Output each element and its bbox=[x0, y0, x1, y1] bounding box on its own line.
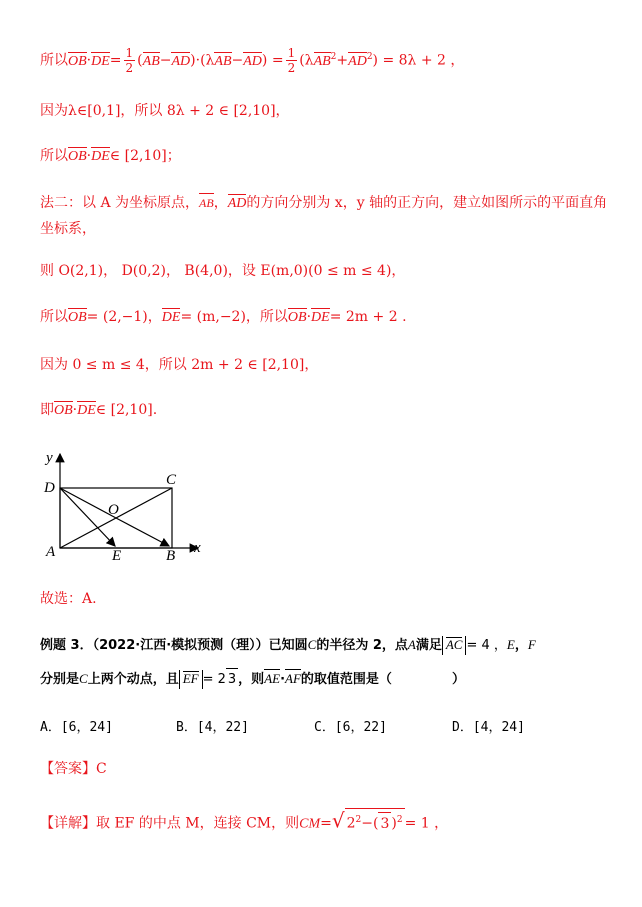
equals: = bbox=[109, 52, 122, 69]
radicand: 3 bbox=[380, 815, 390, 832]
vector-ab: AB bbox=[199, 192, 214, 214]
option-a: A．[6，24] bbox=[40, 720, 113, 735]
text: = 2m + 2 . bbox=[329, 309, 407, 325]
var-e: E bbox=[506, 637, 515, 652]
exponent: 2 bbox=[355, 815, 362, 825]
abs-ef bbox=[179, 670, 203, 689]
text: 的取值范围是（ bbox=[300, 672, 392, 687]
solution-line-9 bbox=[40, 399, 157, 422]
var-f: F bbox=[527, 637, 536, 652]
var-a: A bbox=[407, 637, 416, 652]
text: 所以 bbox=[40, 309, 68, 325]
text: 所以 bbox=[40, 148, 68, 164]
var-c: C bbox=[79, 671, 88, 686]
text: ∈ [2,10]； bbox=[109, 148, 181, 164]
vector-de: DE bbox=[311, 307, 330, 329]
equals: = bbox=[320, 815, 332, 832]
vector-ef: EF bbox=[182, 671, 199, 686]
dot-op: · bbox=[306, 309, 312, 325]
label-e: E bbox=[112, 548, 122, 564]
text: ， bbox=[514, 638, 528, 653]
text: 法二：以 A 为坐标原点， bbox=[40, 195, 200, 211]
text: = (m,−2)，所以 bbox=[180, 309, 288, 325]
base: 2 bbox=[346, 815, 356, 832]
option-b: B．[4，22] bbox=[176, 720, 249, 735]
text: 所以 bbox=[40, 52, 68, 69]
detail-line bbox=[40, 808, 448, 836]
vector-de: DE bbox=[162, 307, 181, 329]
label-b: B bbox=[166, 548, 176, 564]
dot-op: · bbox=[86, 52, 92, 69]
var-cm: CM bbox=[299, 816, 321, 832]
solution-line-4 bbox=[40, 192, 607, 215]
den: 2 bbox=[287, 61, 296, 76]
text: = (2,−1)， bbox=[86, 309, 162, 325]
text: ∈ [2,10]. bbox=[95, 402, 158, 418]
label-x: x bbox=[194, 540, 201, 556]
vector-ab: AB bbox=[314, 51, 331, 73]
solution-line-8: 因为 0 ≤ m ≤ 4，所以 2m + 2 ∈ [2,10]， bbox=[40, 357, 319, 373]
vector-ad: AD bbox=[348, 51, 367, 73]
fraction-half bbox=[124, 46, 136, 75]
var-c: C bbox=[307, 637, 317, 652]
label-d: D bbox=[44, 480, 55, 496]
vector-ad: AD bbox=[171, 51, 190, 73]
sqrt-sign: √ bbox=[331, 808, 345, 833]
paren: (λ bbox=[299, 52, 314, 69]
paren: ) = bbox=[261, 52, 284, 69]
sqrt-3 bbox=[378, 812, 391, 835]
vector-de: DE bbox=[91, 146, 110, 168]
exponent: 2 bbox=[330, 52, 337, 62]
solution-line-5: 坐标系， bbox=[40, 221, 96, 237]
vector-ae: AE bbox=[264, 668, 280, 690]
option-c: C．[6，22] bbox=[314, 720, 387, 735]
paren: ( bbox=[137, 52, 143, 69]
vector-de: DE bbox=[91, 51, 110, 73]
solution-line-7 bbox=[40, 306, 407, 329]
plus: + bbox=[336, 52, 349, 69]
text: 上两个动点，且 bbox=[87, 672, 179, 687]
label-y: y bbox=[46, 450, 53, 466]
text: 【详解】取 EF 的中点 M，连接 CM，则 bbox=[40, 815, 300, 832]
text: ） bbox=[451, 672, 465, 687]
text: 例题 3．（2022·江西·模拟预测（理））已知圆 bbox=[40, 638, 308, 653]
example-3-line-2 bbox=[40, 668, 465, 691]
label-a: A bbox=[46, 544, 56, 560]
vector-ad: AD bbox=[228, 193, 247, 215]
vector-ac: AC bbox=[445, 637, 463, 652]
den: 2 bbox=[125, 61, 134, 76]
option-d: D．[4，24] bbox=[452, 720, 525, 735]
label-o: O bbox=[108, 502, 119, 518]
vector-ob: OB bbox=[54, 400, 73, 422]
dot-op: · bbox=[86, 148, 92, 164]
vector-ob-arrow bbox=[116, 518, 169, 546]
vector-ab: AB bbox=[143, 51, 160, 73]
answer-line: 【答案】C bbox=[40, 761, 107, 777]
vector-ob: OB bbox=[68, 307, 87, 329]
example-3-line-1 bbox=[40, 634, 536, 657]
text: 的半径为 2，点 bbox=[316, 638, 408, 653]
num: 1 bbox=[125, 46, 134, 61]
sqrt bbox=[226, 668, 238, 691]
vector-ob: OB bbox=[68, 51, 87, 73]
minus: − bbox=[231, 52, 244, 69]
text: 分别是 bbox=[40, 672, 80, 687]
text: = 1 ， bbox=[404, 815, 449, 832]
num: 1 bbox=[287, 46, 296, 61]
fraction-half bbox=[286, 46, 298, 75]
label-c: C bbox=[166, 472, 177, 488]
sqrt-body: $2^2-$( 3 )$^2$ bbox=[345, 808, 405, 835]
text: ， bbox=[213, 195, 228, 211]
dot-op: · bbox=[72, 402, 78, 418]
choice-line: 故选：A. bbox=[40, 591, 97, 607]
vector-de-arrow bbox=[60, 488, 115, 546]
vector-de: DE bbox=[77, 400, 96, 422]
solution-line-6: 则 O(2,1)， D(0,2)， B(4,0)，设 E(m,0)(0 ≤ m ≤ 4)， bbox=[40, 263, 406, 279]
vector-ob: OB bbox=[288, 307, 307, 329]
exponent: 2 bbox=[366, 52, 373, 62]
text: 即 bbox=[40, 402, 54, 418]
dot-op: · bbox=[280, 672, 286, 687]
text: 的方向分别为 x，y 轴的正方向，建立如图所示的平面直角 bbox=[246, 195, 608, 211]
exponent: 2 bbox=[396, 815, 403, 825]
paren: )·(λ bbox=[190, 52, 215, 69]
minus: − bbox=[361, 815, 373, 832]
solution-line-2: 因为λ∈[0,1]，所以 8λ + 2 ∈ [2,10]， bbox=[40, 103, 290, 119]
text: = 4 ， bbox=[466, 638, 507, 653]
vector-ob: OB bbox=[68, 146, 87, 168]
coordinate-figure bbox=[38, 448, 208, 568]
minus: − bbox=[159, 52, 172, 69]
vector-ab: AB bbox=[214, 51, 231, 73]
solution-line-1 bbox=[40, 46, 464, 75]
vector-ad: AD bbox=[243, 51, 262, 73]
abs-ac bbox=[442, 636, 467, 655]
radicand: 3 bbox=[227, 672, 237, 687]
vector-af: AF bbox=[285, 668, 301, 690]
text: ，则 bbox=[238, 672, 265, 687]
solution-line-3 bbox=[40, 145, 181, 168]
text: 满足 bbox=[415, 638, 442, 653]
text: = 2 bbox=[202, 672, 226, 687]
text: ) = 8λ + 2 ， bbox=[372, 52, 465, 69]
